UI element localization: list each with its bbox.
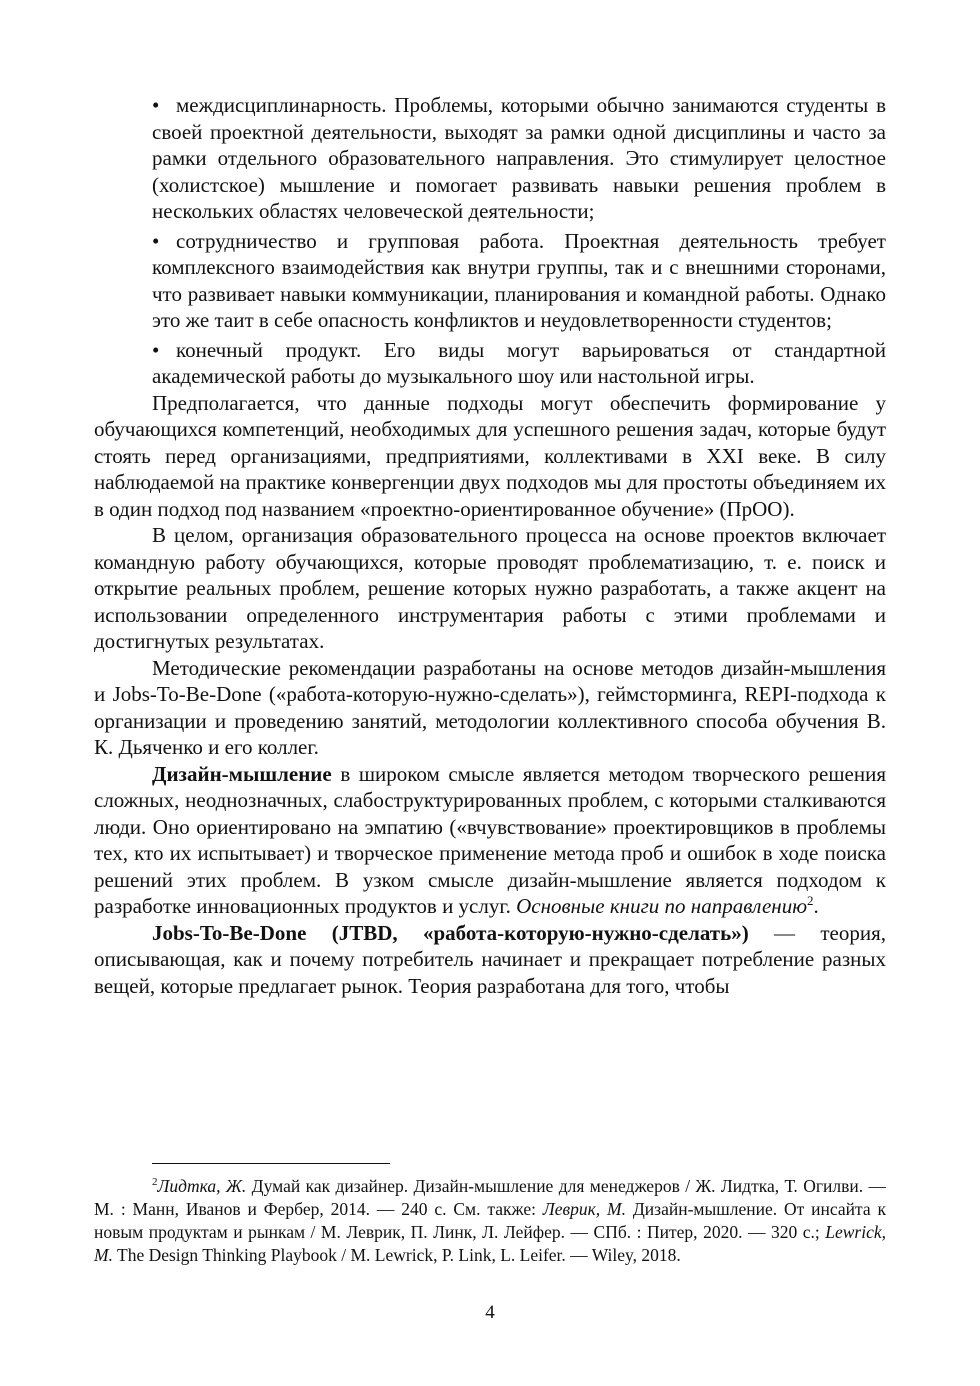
- bullet-text: конечный продукт. Его виды могут варьироваться от стандартной академической работы до музыкального шоу или настольной игры.: [152, 337, 886, 388]
- design-thinking-text: в широком смысле является методом творческого решения сложных, неоднозначных, слабоструктурированных проблем, с которыми сталкиваются люди. Оно ориентировано на эмпатию («вчувствование» проектировщиков в проблемы тех, кто их испытывает) и творческое применение метода проб и ошибок в ходе поиска решений этих проблем. В узком смысле дизайн-мышление является подходом к разработке инновационных продуктов и услуг.: [94, 761, 886, 918]
- list-item: [152, 337, 886, 390]
- footnote-text: The Design Thinking Playbook / M. Lewrick, P. Link, L. Leifer. — Wiley, 2018.: [112, 1245, 681, 1265]
- bullet-text: междисциплинарность. Проблемы, которыми обычно занимаются студенты в своей проектной деятельности, выходят за рамки одной дисциплины и часто за рамки отдельного образовательного направления. Это стимулирует целостное (холистское) мышление и помогает развивать навыки решения проблем в нескольких областях человеческой деятельности;: [152, 93, 886, 223]
- term-jtbd: Jobs-To-Be-Done (JTBD, «работа-которую-нужно-сделать»): [152, 920, 749, 945]
- paragraph-methods: Методические рекомендации разработаны на основе методов дизайн-мышления и Jobs-To-Be-Done («работа-которую-нужно-сделать»), геймсторминга, REPI-подхода к организации и проведению занятий, методологии коллективного способа обучения В. К. Дьяченко и его коллег.: [94, 655, 886, 759]
- footnote-text: Дизайн-мышление. От инсайта к новым продуктам и рынкам / М. Леврик, П. Линк, Л. Лейфер. — СПб. : Питер, 2020. — 320 с.;: [94, 1199, 886, 1242]
- paragraph-approaches: Предполагается, что данные подходы могут обеспечить формирование у обучающихся компетенций, необходимых для успешного решения задач, которые будут стоять перед организациями, предприятиями, коллективами в XXI веке. В силу наблюдаемой на практике конвергенции двух подходов мы для простоты объединяем их в один подход под названием «проектно-ориентированное обучение» (ПрОО).: [94, 390, 886, 521]
- paragraph-organization: В целом, организация образовательного процесса на основе проектов включает командную работу обучающихся, которые проводят проблематизацию, т. е. поиск и открытие реальных проблем, решение которых нужно разработать, а также акцент на использовании определенного инструментария работы с этими проблемами и достигнутых результатах.: [94, 523, 886, 653]
- main-text: [94, 92, 886, 999]
- term-design-thinking: Дизайн-мышление: [152, 761, 332, 786]
- footnote-author: Lewrick, M.: [94, 1222, 886, 1265]
- bullet-icon: •: [152, 228, 160, 253]
- sentence-end: .: [813, 894, 819, 918]
- list-item: [152, 92, 886, 225]
- page-number: 4: [485, 1302, 495, 1323]
- list-item: [152, 228, 886, 334]
- footnote-marker[interactable]: 2: [807, 893, 814, 908]
- footnote: [94, 1175, 886, 1267]
- footnote-number: 2: [152, 1176, 158, 1188]
- footnote-author: Леврик, М.: [542, 1199, 626, 1219]
- footnote-divider: [152, 1163, 390, 1164]
- footnote-author: Лидтка, Ж.: [157, 1176, 247, 1196]
- footnote-text: Думай как дизайнер. Дизайн-мышление для менеджеров / Ж. Лидтка, Т. Огилви. — М. : Манн, Иванов и Фербер, 2014. — 240 с. См. также:: [94, 1176, 887, 1219]
- paragraph-design-thinking: [94, 761, 886, 920]
- books-reference: Основные книги по направлению: [516, 894, 808, 918]
- paragraph-jtbd: [94, 920, 886, 1000]
- bullet-text: сотрудничество и групповая работа. Проектная деятельность требует комплексного взаимодействия как внутри группы, так и с внешними сторонами, что развивает навыки коммуникации, планирования и командной работы. Однако это же таит в себе опасность конфликтов и неудовлетворенности студентов;: [152, 228, 886, 332]
- jtbd-text: — теория, описывающая, как и почему потребитель начинает и прекращает потребление разных вещей, которые предлагает рынок. Теория разработана для того, чтобы: [94, 920, 886, 998]
- bullet-icon: •: [152, 93, 160, 117]
- bullet-icon: •: [152, 337, 160, 362]
